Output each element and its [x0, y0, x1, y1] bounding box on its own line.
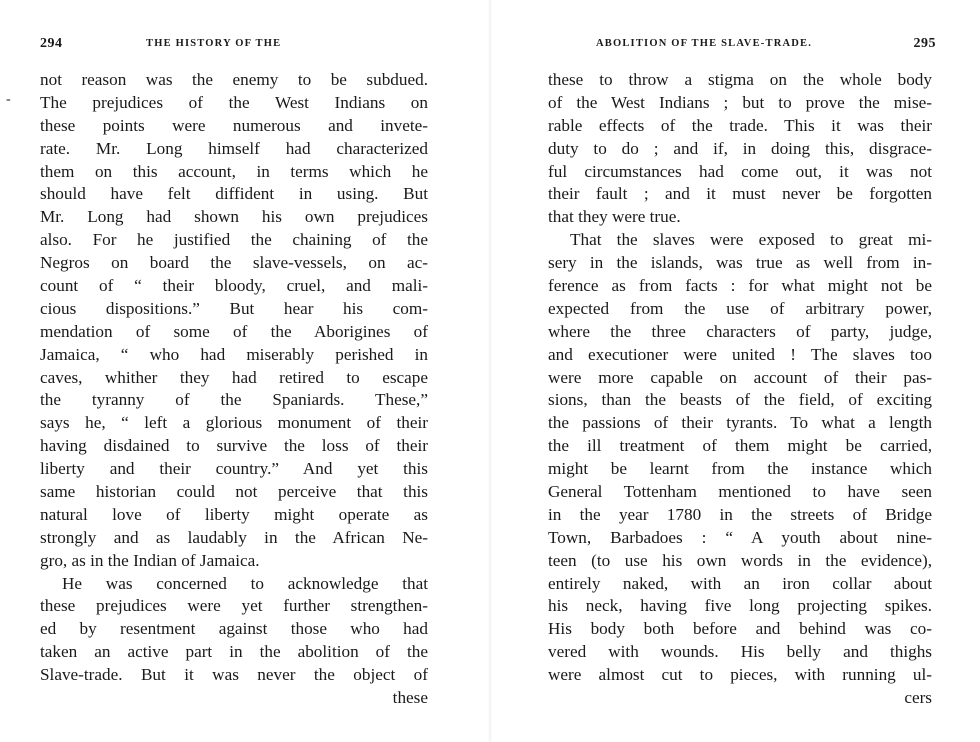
text-line: cious dispositions.” But hear his com- — [40, 298, 428, 318]
text-line: The prejudices of the West Indians on — [40, 92, 428, 112]
text-line: entirely naked, with an iron collar about — [548, 573, 932, 593]
text-line: the ill treatment of them might be carried, — [548, 436, 932, 456]
right-running-title: ABOLITION OF THE SLAVE-TRADE. — [596, 38, 813, 49]
text-line: the passions of their tyrants. To what a length — [548, 413, 932, 433]
text-line: rable effects of the trade. This it was their — [548, 115, 932, 135]
text-line: them on this account, in terms which he — [40, 161, 428, 181]
text-line: of the West Indians ; but to prove the mise- — [548, 92, 932, 112]
catchword: cers — [904, 688, 932, 708]
text-line: in the year 1780 in the streets of Bridge — [548, 504, 932, 524]
text-line: gro, as in the Indian of Jamaica. — [40, 550, 260, 570]
text-line: Slave-trade. But it was never the object of — [40, 665, 428, 685]
text-line: He was concerned to acknowledge that — [62, 573, 428, 593]
text-line: count of “ their bloody, cruel, and mali- — [40, 276, 428, 296]
text-line: Mr. Long had shown his own prejudices — [40, 207, 428, 227]
text-line: were more capable on account of their pas- — [548, 367, 932, 387]
text-line: sery in the islands, was true as well from in- — [548, 253, 932, 273]
left-body-text — [40, 69, 428, 710]
text-line: General Tottenham mentioned to have seen — [548, 482, 932, 502]
text-line: these prejudices were yet further strengthen- — [40, 596, 428, 616]
text-line: natural love of liberty might operate as — [40, 504, 428, 524]
text-line: also. For he justified the chaining of the — [40, 230, 428, 250]
text-line: Town, Barbadoes : “ A youth about nine- — [548, 527, 932, 547]
text-line: were almost cut to pieces, with running ul- — [548, 665, 932, 685]
text-line: their fault ; and it must never be forgotten — [548, 184, 932, 204]
left-running-title: THE HISTORY OF THE — [146, 38, 282, 49]
text-line: these to throw a stigma on the whole body — [548, 70, 932, 89]
margin-mark: - — [6, 92, 11, 107]
text-line: ed by resentment against those who had — [40, 619, 428, 639]
right-page — [490, 0, 980, 742]
text-line: sions, than the beasts of the field, of exciting — [548, 390, 932, 410]
text-line: strongly and as laudably in the African Ne- — [40, 527, 428, 547]
text-line: rate. Mr. Long himself had characterized — [40, 138, 428, 158]
text-line: vered with wounds. His belly and thighs — [548, 642, 932, 662]
text-line: mendation of some of the Aborigines of — [40, 321, 428, 341]
text-line: and executioner were united ! The slaves too — [548, 344, 932, 364]
text-line: having disdained to survive the loss of their — [40, 436, 428, 456]
text-line: ful circumstances had come out, it was not — [548, 161, 932, 181]
text-line: his neck, having five long projecting spikes. — [548, 596, 932, 616]
text-line: ference as from facts : for what might not be — [548, 276, 932, 296]
right-body-text — [548, 69, 932, 710]
text-line: should have felt diffident in using. But — [40, 184, 428, 204]
text-line: these points were numerous and invete- — [40, 115, 428, 135]
text-line: same historian could not perceive that this — [40, 482, 428, 502]
text-line: says he, “ left a glorious monument of their — [40, 413, 428, 433]
text-line: teen (to use his own words in the evidence), — [548, 550, 932, 570]
text-line: not reason was the enemy to be subdued. — [40, 70, 428, 89]
text-line: might be learnt from the instance which — [548, 459, 932, 479]
catchword: these — [392, 688, 428, 708]
text-line: His body both before and behind was co- — [548, 619, 932, 639]
left-page-number: 294 — [40, 36, 63, 51]
right-running-head — [596, 36, 936, 56]
text-line: liberty and their country.” And yet this — [40, 459, 428, 479]
text-line: where the three characters of party, judge, — [548, 321, 932, 341]
text-line: that they were true. — [548, 207, 681, 227]
text-line: taken an active part in the abolition of the — [40, 642, 428, 662]
text-line: That the slaves were exposed to great mi- — [570, 230, 932, 250]
left-running-head — [40, 36, 430, 56]
text-line: Negros on board the slave-vessels, on ac- — [40, 253, 428, 273]
text-line: duty to do ; and if, in doing this, disgrace- — [548, 138, 932, 158]
text-line: caves, whither they had retired to escape — [40, 367, 428, 387]
text-line: the tyranny of the Spaniards. These,” — [40, 390, 428, 410]
text-line: Jamaica, “ who had miserably perished in — [40, 344, 428, 364]
right-page-number: 295 — [913, 36, 936, 51]
text-line: expected from the use of arbitrary power, — [548, 298, 932, 318]
